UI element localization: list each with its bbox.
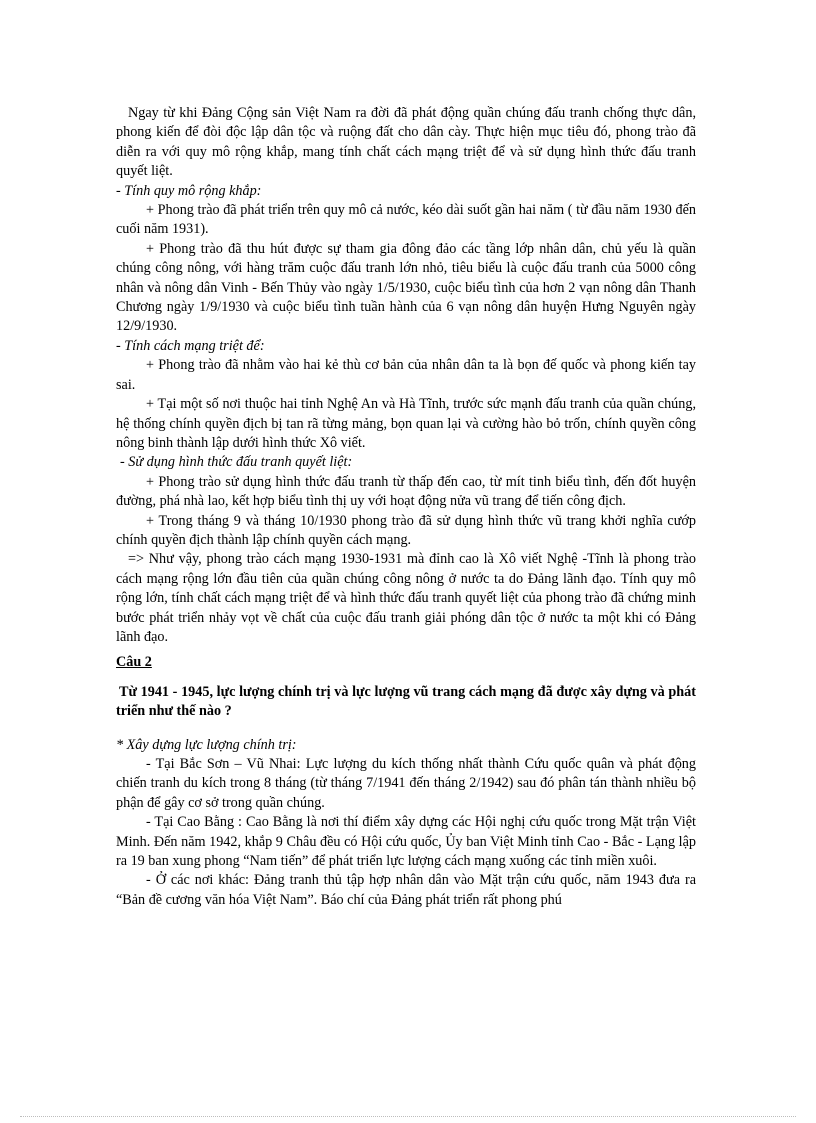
intro-paragraph: Ngay từ khi Đảng Cộng sản Việt Nam ra đời đã phát động quần chúng đấu tranh chống thực dân, phong kiến để đòi độc lập dân tộc và ruộng đất cho dân cày. Thực hiện mục tiêu đó, phong trào đã diễn ra với quy mô rộng khắp, mang tính chất cách mạng triệt để và sử dụng hình thức đấu tranh quyết liệt. [116,105,696,180]
forms-point-2: + Trong tháng 9 và tháng 10/1930 phong trào đã sử dụng hình thức vũ trang khởi nghĩa cướp chính quyền địch thành lập chính quyền cách mạng. [116,512,696,548]
subheading-scale: - Tính quy mô rộng khắp: [116,182,262,199]
revolution-point-1: + Phong trào đã nhằm vào hai kẻ thù cơ bản của nhân dân ta là bọn đế quốc và phong kiến tay sai. [116,357,696,393]
subheading-forms: - Sử dụng hình thức đấu tranh quyết liệt: [120,454,353,471]
political-point-3: - Ở các nơi khác: Đảng tranh thủ tập hợp nhân dân vào Mặt trận cứu quốc, năm 1943 đưa ra “Bản đề cương văn hóa Việt Nam”. Báo chí của Đảng phát triển rất phong phú [116,872,696,908]
document-page [116,104,696,910]
conclusion-paragraph: => Như vậy, phong trào cách mạng 1930-1931 mà đỉnh cao là Xô viết Nghệ -Tĩnh là phong trào cách mạng rộng lớn đầu tiên của quần chúng công nông ở nước ta do Đảng lãnh đạo. Tính quy mô rộng lớn, tính chất cách mạng triệt để và hình thức đấu tranh quyết liệt của phong trào đã chứng minh bước phát triển nhảy vọt về chất của cuộc đấu tranh giải phóng dân tộc ở nước ta một khi có Đảng lãnh đạo. [116,551,696,645]
scale-point-2: + Phong trào đã thu hút được sự tham gia đông đảo các tầng lớp nhân dân, chủ yếu là quần chúng công nông, với hàng trăm cuộc đấu tranh lớn nhỏ, tiêu biểu là cuộc đấu tranh của 5000 công nhân và nông dân Vinh - Bến Thủy vào ngày 1/5/1930, cuộc biểu tình của hơn 2 vạn nông dân Thanh Chương ngày 1/9/1930 và cuộc biểu tình tuần hành của 6 vạn nông dân huyện Hưng Nguyên ngày 12/9/1930. [116,240,696,335]
revolution-point-2: + Tại một số nơi thuộc hai tỉnh Nghệ An và Hà Tĩnh, trước sức mạnh đấu tranh của quần chúng, hệ thống chính quyền địch bị tan rã từng mảng, bọn quan lại và cường hào bỏ trốn, chính quyền công nông binh thành lập dưới hình thức Xô viết. [116,396,696,451]
question-2-text: Từ 1941 - 1945, lực lượng chính trị và lực lượng vũ trang cách mạng đã được xây dựng và phát triển như thế nào ? [116,683,696,720]
scale-point-1: + Phong trào đã phát triển trên quy mô cả nước, kéo dài suốt gần hai năm ( từ đầu năm 1930 đến cuối năm 1931). [116,202,696,238]
forms-point-1: + Phong trào sử dụng hình thức đấu tranh từ thấp đến cao, từ mít tinh biểu tình, đến đốt huyện đường, phá nhà lao, kết hợp biểu tình thị uy với hoạt động nửa vũ trang để tiến công địch. [116,473,696,510]
question-2-heading: Câu 2 [116,654,152,671]
page-bottom-divider [20,1116,796,1117]
political-point-1: - Tại Bắc Sơn – Vũ Nhai: Lực lượng du kích thống nhất thành Cứu quốc quân và phát động chiến tranh du kích trong 8 tháng (từ tháng 7/1941 đến tháng 2/1942) sau đó phân tán thành nhiều bộ phận để gây cơ sở trong quần chúng. [116,756,696,811]
subheading-political-force: * Xây dựng lực lượng chính trị: [116,736,297,753]
political-point-2: - Tại Cao Bằng : Cao Bằng là nơi thí điểm xây dựng các Hội nghị cứu quốc trong Mặt trận Việt Minh. Đến năm 1942, khắp 9 Châu đều có Hội cứu quốc, Ủy ban Việt Minh tỉnh Cao - Bắc - Lạng lập ra 19 ban xung phong “Nam tiến” để phát triển lực lượng cách mạng xuống các tỉnh miền xuôi. [116,814,696,870]
subheading-revolution: - Tính cách mạng triệt để: [116,337,265,354]
